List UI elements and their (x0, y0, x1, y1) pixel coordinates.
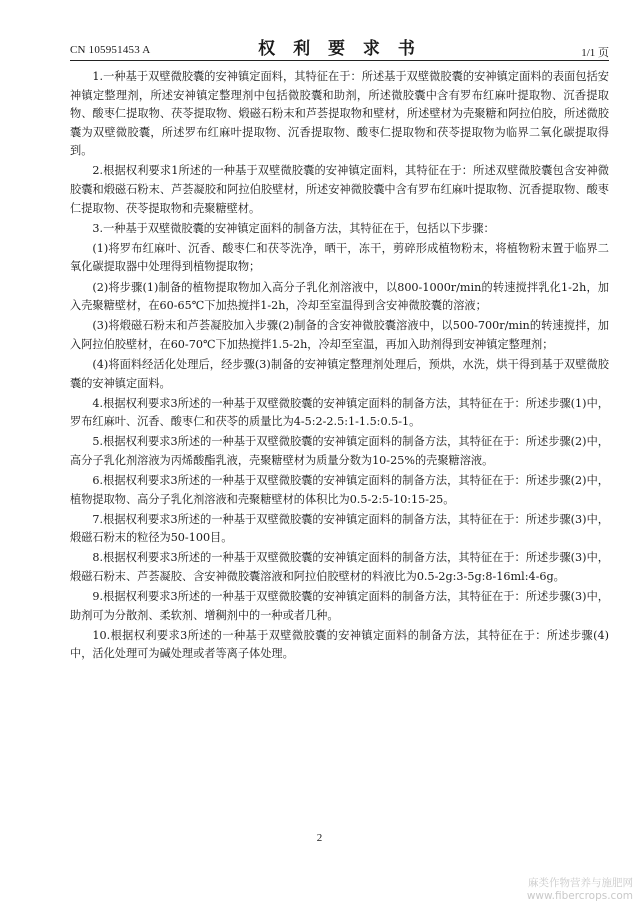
document-header (70, 30, 609, 59)
claim-3: 3.一种基于双壁微胶囊的安神镇定面料的制备方法，其特征在于，包括以下步骤： (92, 221, 495, 235)
claim-8: 8.根据权利要求3所述的一种基于双壁微胶囊的安神镇定面料的制备方法，其特征在于：所述步骤(3)中，煅磁石粉末、芦荟凝胶、含安神微胶囊溶液和阿拉伯胶壁材的料液比为0.5-2g:3-5g:8-16ml:4-6g。 (70, 551, 609, 583)
claims-body (70, 68, 609, 665)
claim-7: 7.根据权利要求3所述的一种基于双壁微胶囊的安神镇定面料的制备方法，其特征在于：所述步骤(3)中，煅磁石粉末的粒径为50-100目。 (70, 512, 609, 545)
claim-1: 1.一种基于双壁微胶囊的安神镇定面料，其特征在于：所述基于双壁微胶囊的安神镇定面料的表面包括安神镇定整理剂，所述安神镇定整理剂中包括微胶囊和助剂，所述微胶囊中含有罗布红麻叶提取物、沉香提取物、酸枣仁提取物、茯苓提取物、煅磁石粉末和芦荟提取物和壁材，所述壁材为壳聚糖和阿拉伯胶，所述微胶囊为双壁微胶囊，所述罗布红麻叶提取物、沉香提取物、酸枣仁提取物和茯苓提取物为临界二氧化碳提取得到。 (70, 70, 609, 158)
page-number: 2 (316, 832, 323, 844)
header-divider (70, 60, 609, 61)
claim-3-step-4: (4)将面料经活化处理后，经步骤(3)制备的安神镇定整理剂处理后，预烘，水洗，烘干得到基于双壁微胶囊的安神镇定面料。 (70, 357, 609, 390)
claim-3-step-1: (1)将罗布红麻叶、沉香、酸枣仁和茯苓洗净，晒干，冻干，剪碎形成植物粉末，将植物粉末置于临界二氧化碳提取器中处理得到植物提取物； (70, 241, 609, 274)
claim-10: 10.根据权利要求3所述的一种基于双壁微胶囊的安神镇定面料的制备方法，其特征在于：所述步骤(4)中，活化处理可为碱处理或者等离子体处理。 (70, 628, 609, 661)
claim-2: 2.根据权利要求1所述的一种基于双壁微胶囊的安神镇定面料，其特征在于：所述双壁微胶囊包含安神微胶囊和煅磁石粉末、芦荟凝胶和阿拉伯胶壁材，所述安神微胶囊中含有罗布红麻叶提取物、沉香提取物、酸枣仁提取物、茯苓提取物和壳聚糖壁材。 (70, 164, 609, 215)
claim-3-step-2: (2)将步骤(1)制备的植物提取物加入高分子乳化剂溶液中，以800-1000r/min的转速搅拌乳化1-2h，加入壳聚糖壁材，在60-65℃下加热搅拌1-2h，冷却至室温得到含安神微胶囊的溶液； (70, 280, 609, 313)
claim-3-step-3: (3)将煅磁石粉末和芦荟凝胶加入步骤(2)制备的含安神微胶囊溶液中，以500-700r/min的转速搅拌，加入阿拉伯胶壁材，在60-70℃下加热搅拌1.5-2h，冷却至室温，再加入助剂得到安神镇定整理剂； (70, 319, 609, 351)
site-watermark (493, 877, 633, 903)
watermark-name: 麻类作物营养与施肥网 (528, 877, 633, 889)
watermark-url: www.fibercrops.com (526, 890, 633, 902)
publication-number: CN 105951453 A (70, 44, 151, 56)
page-indicator: 1/1 页 (581, 47, 609, 59)
claim-4: 4.根据权利要求3所述的一种基于双壁微胶囊的安神镇定面料的制备方法，其特征在于：所述步骤(1)中，罗布红麻叶、沉香、酸枣仁和茯苓的质量比为4-5:2-2.5:1-1.5:0.5-1。 (70, 396, 609, 429)
document-title: 权 利 要 求 书 (258, 39, 421, 59)
claim-5: 5.根据权利要求3所述的一种基于双壁微胶囊的安神镇定面料的制备方法，其特征在于：所述步骤(2)中，高分子乳化剂溶液为丙烯酸酯乳液，壳聚糖壁材为质量分数为10-25%的壳聚糖溶液。 (70, 435, 609, 467)
claim-6: 6.根据权利要求3所述的一种基于双壁微胶囊的安神镇定面料的制备方法，其特征在于：所述步骤(2)中，植物提取物、高分子乳化剂溶液和壳聚糖壁材的体积比为0.5-2:5-10:15-25。 (70, 473, 609, 506)
claim-9: 9.根据权利要求3所述的一种基于双壁微胶囊的安神镇定面料的制备方法，其特征在于：所述步骤(3)中，助剂可为分散剂、柔软剂、增稠剂中的一种或者几种。 (70, 590, 609, 622)
